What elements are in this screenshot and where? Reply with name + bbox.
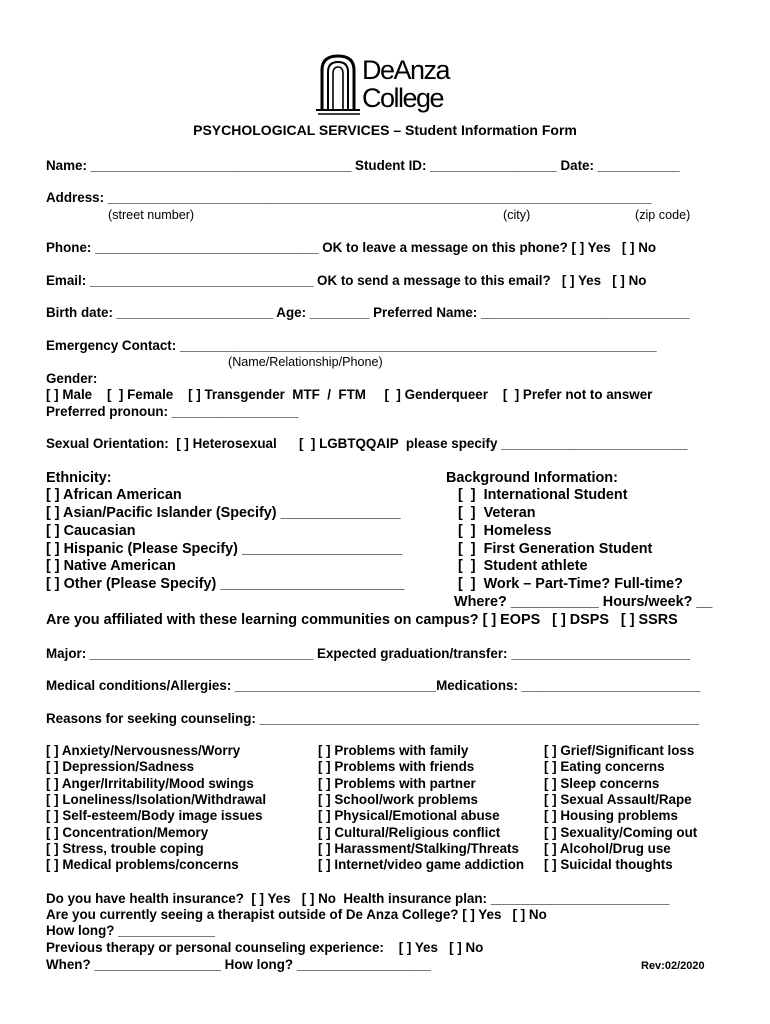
reason-option[interactable]: [ ] Suicidal thoughts: [544, 857, 673, 872]
reason-option[interactable]: [ ] Problems with family: [318, 743, 469, 758]
work-where-field[interactable]: Where? ___________ Hours/week? __: [454, 594, 713, 610]
reason-option[interactable]: [ ] Harassment/Stalking/Threats: [318, 841, 519, 856]
pronoun-field[interactable]: Preferred pronoun: _________________: [46, 404, 299, 419]
background-option[interactable]: [ ] Veteran: [454, 505, 536, 521]
major-graduation-field[interactable]: Major: ______________________________ Expected graduation/transfer: ________________________: [46, 646, 690, 661]
reasons-field[interactable]: Reasons for seeking counseling: ___________________________________________________________: [46, 711, 699, 726]
phone-field[interactable]: Phone: ______________________________ OK to leave a message on this phone? [ ] Yes [ ] No: [46, 240, 657, 255]
ethnicity-option[interactable]: [ ] Hispanic (Please Specify) ____________________: [46, 541, 403, 557]
previous-therapy-field[interactable]: Previous therapy or personal counseling experience: [ ] Yes [ ] No: [46, 940, 484, 955]
city-hint: (city): [503, 208, 531, 222]
background-option[interactable]: [ ] Work – Part-Time? Full-time?: [454, 576, 683, 592]
reason-option[interactable]: [ ] Housing problems: [544, 808, 678, 823]
reason-option[interactable]: [ ] Depression/Sadness: [46, 759, 195, 774]
reason-option[interactable]: [ ] Loneliness/Isolation/Withdrawal: [46, 792, 267, 807]
reason-option[interactable]: [ ] Grief/Significant loss: [544, 743, 695, 758]
gender-label: Gender:: [46, 371, 98, 386]
email-field[interactable]: Email: ______________________________ OK to send a message to this email? [ ] Yes [ ] No: [46, 273, 647, 288]
ethnicity-label: Ethnicity:: [46, 470, 112, 486]
learning-communities-field[interactable]: Are you affiliated with these learning communities on campus? [ ] EOPS [ ] DSPS [ ] SSRS: [46, 612, 678, 628]
emergency-hint: (Name/Relationship/Phone): [228, 355, 383, 369]
background-option[interactable]: [ ] International Student: [454, 487, 628, 503]
when-how-long-field[interactable]: When? _________________ How long? __________________: [46, 957, 431, 972]
insurance-field[interactable]: Do you have health insurance? [ ] Yes [ ] No Health insurance plan: ________________________: [46, 891, 670, 906]
reason-option[interactable]: [ ] Stress, trouble coping: [46, 841, 204, 856]
ethnicity-option[interactable]: [ ] Native American: [46, 558, 176, 574]
reason-option[interactable]: [ ] Internet/video game addiction: [318, 857, 525, 872]
ethnicity-option[interactable]: [ ] Asian/Pacific Islander (Specify) _______________: [46, 505, 401, 521]
logo-text-line1: DeAnza: [362, 55, 450, 85]
logo-text-line2: College: [362, 83, 444, 113]
address-field[interactable]: Address: _________________________________________________________________________: [46, 190, 652, 205]
background-option[interactable]: [ ] Student athlete: [454, 558, 588, 574]
emergency-contact-field[interactable]: Emergency Contact: ________________________________________________________________: [46, 338, 657, 353]
name-id-date-field[interactable]: Name: ___________________________________ Student ID: _________________ Date: ___________: [46, 158, 680, 173]
background-option[interactable]: [ ] First Generation Student: [454, 541, 653, 557]
reason-option[interactable]: [ ] Medical problems/concerns: [46, 857, 239, 872]
revision-label: Rev:02/2020: [641, 960, 705, 972]
reason-option[interactable]: [ ] Physical/Emotional abuse: [318, 808, 500, 823]
reason-option[interactable]: [ ] School/work problems: [318, 792, 478, 807]
background-label: Background Information:: [446, 470, 618, 486]
orientation-field[interactable]: Sexual Orientation: [ ] Heterosexual [ ] LGBTQQAIP please specify _________________________: [46, 436, 688, 451]
reason-option[interactable]: [ ] Self-esteem/Body image issues: [46, 808, 263, 823]
ethnicity-option[interactable]: [ ] Other (Please Specify) _______________________: [46, 576, 405, 592]
reason-option[interactable]: [ ] Anxiety/Nervousness/Worry: [46, 743, 241, 758]
therapist-field[interactable]: Are you currently seeing a therapist outside of De Anza College? [ ] Yes [ ] No: [46, 907, 547, 922]
reason-option[interactable]: [ ] Anger/Irritability/Mood swings: [46, 776, 254, 791]
reason-option[interactable]: [ ] Sleep concerns: [544, 776, 660, 791]
reason-option[interactable]: [ ] Problems with partner: [318, 776, 476, 791]
gender-options[interactable]: [ ] Male [ ] Female [ ] Transgender MTF / FTM [ ] Genderqueer [ ] Prefer not to answer: [46, 387, 653, 402]
medical-medications-field[interactable]: Medical conditions/Allergies: ___________________________Medications: ________________________: [46, 678, 701, 693]
street-hint: (street number): [108, 208, 195, 222]
zip-hint: (zip code): [635, 208, 691, 222]
reason-option[interactable]: [ ] Sexual Assault/Rape: [544, 792, 692, 807]
reason-option[interactable]: [ ] Sexuality/Coming out: [544, 825, 698, 840]
birth-age-name-field[interactable]: Birth date: _____________________ Age: ________ Preferred Name: ____________________________: [46, 305, 690, 320]
form-title: PSYCHOLOGICAL SERVICES – Student Information Form: [193, 122, 577, 138]
reason-option[interactable]: [ ] Eating concerns: [544, 759, 665, 774]
reason-option[interactable]: [ ] Concentration/Memory: [46, 825, 209, 840]
reason-option[interactable]: [ ] Cultural/Religious conflict: [318, 825, 501, 840]
ethnicity-option[interactable]: [ ] African American: [46, 487, 182, 503]
ethnicity-option[interactable]: [ ] Caucasian: [46, 523, 136, 539]
reason-option[interactable]: [ ] Problems with friends: [318, 759, 475, 774]
background-option[interactable]: [ ] Homeless: [454, 523, 552, 539]
how-long-field[interactable]: How long? _____________: [46, 923, 215, 938]
reason-option[interactable]: [ ] Alcohol/Drug use: [544, 841, 671, 856]
